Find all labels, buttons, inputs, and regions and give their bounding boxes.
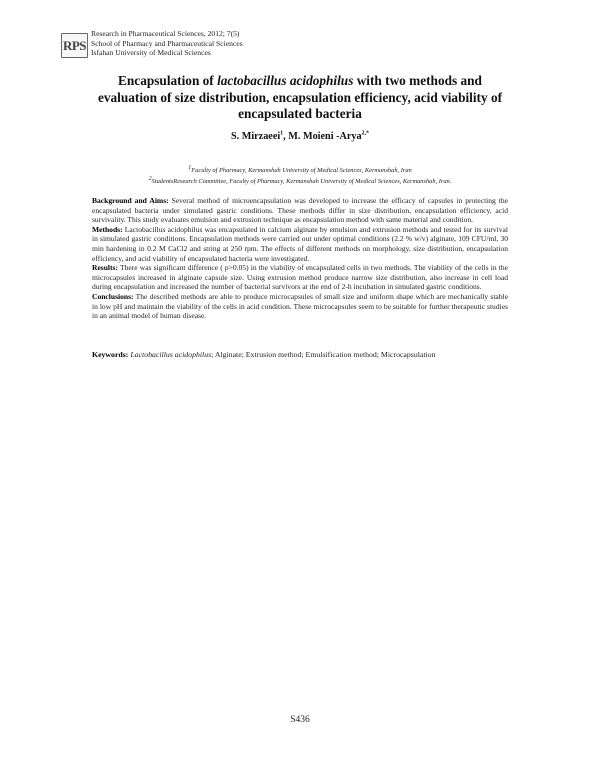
title-organism: lactobacillus acidophilus bbox=[217, 73, 354, 88]
journal-university: Isfahan University of Medical Sciences bbox=[91, 48, 211, 57]
affiliation-1 bbox=[95, 166, 505, 176]
affiliation-2-marker: 2 bbox=[148, 175, 152, 182]
author-2-affil: 2,* bbox=[361, 130, 370, 137]
conclusions-text: The described methods are able to produce microcapsules of small size and uniform shape which are mechanically stable in low pH and maintain the viability of the cells in acid condition. These microcapsules seem to be suitable for further therapeutic studies in an animal model of human disease. bbox=[92, 291, 508, 321]
methods-text: Lactobacillus acidophilus was encapsulated in calcium alginate by emulsion and extrusion methods and tested for its survival in simulated gastric conditions. Encapsulation methods were carried out under optimal conditions (2.2 % w/v) alginate, 109 CFU/ml, 30 min hardening in 0.2 M CaCl2 and string at 250 rpm. The effects of different methods on morphology, size distribution, encapsulation efficiency, and acid viability of encapsulated bacteria were investigated. bbox=[92, 224, 508, 263]
page-number: S436 bbox=[290, 715, 310, 725]
abstract bbox=[92, 196, 508, 321]
background-text: Several method of microencapsulation was developed to increase the efficacy of capsules in protecting the encapsulated bacteria under simulated gastric conditions. These methods differ in size distribution, encapsulation efficiency, acid survivality. This study evaluates emulsion and extrusion technique as encapsulation method with same material and condition. bbox=[92, 196, 508, 225]
results-text: There was significant difference ( p>0.05) in the viability of encapsulated cells in two methods. The viability of the cells in the microcapsules increased in alginate capsule size. Using extrusion method produce narrow size distribution, also increase in cell load during encapsulation and increased the number of bacterial survivors at the end of 2-h incubation in simulated gastric conditions. bbox=[92, 263, 508, 292]
background-label: Background and Aims: bbox=[92, 196, 169, 205]
methods-label: Methods: bbox=[92, 224, 123, 234]
author-2: M. Moieni -Arya bbox=[288, 131, 362, 142]
title-rest: with two methods and evaluation of size distribution, encapsulation efficiency, acid viability of encapsulated bacteria bbox=[97, 73, 503, 121]
keywords-label: Keywords: bbox=[92, 350, 129, 359]
author-1: S. Mirzaeei bbox=[230, 131, 281, 142]
author-1-affil: 1 bbox=[280, 130, 284, 137]
affiliation-1-text: Faculty of Pharmacy, Kermanshah University of Medical Sciences, Kermanshah, Iran bbox=[191, 167, 412, 174]
abstract-methods bbox=[92, 225, 508, 263]
affiliation-1-marker: 1 bbox=[188, 164, 192, 171]
abstract-background bbox=[92, 196, 508, 225]
keyword-organism: Lactobacillus acidophilus bbox=[130, 350, 212, 359]
journal-citation: Research in Pharmaceutical Sciences, 2012; 7(5) bbox=[91, 29, 240, 38]
author-line bbox=[0, 131, 600, 142]
affiliation-2 bbox=[95, 177, 505, 187]
journal-school: School of Pharmacy and Pharmaceutical Sciences bbox=[91, 38, 243, 48]
title-prefix: Encapsulation of bbox=[118, 73, 218, 88]
journal-logo: RPS bbox=[61, 33, 88, 58]
results-label: Results: bbox=[92, 263, 118, 273]
abstract-conclusions bbox=[92, 292, 508, 321]
abstract-results bbox=[92, 263, 508, 292]
keywords bbox=[92, 350, 508, 360]
journal-info bbox=[91, 29, 243, 58]
conclusions-label: Conclusions: bbox=[92, 291, 134, 301]
author-separator: , bbox=[283, 131, 289, 142]
paper-title bbox=[90, 73, 510, 123]
keywords-list: ; Alginate; Extrusion method; Emulsification method; Microcapsulation bbox=[211, 350, 436, 359]
affiliation-2-text: StudentsResearch Committee, Faculty of Pharmacy, Kermanshah University of Medical Sciences, Kermanshah, Iran. bbox=[151, 178, 452, 185]
